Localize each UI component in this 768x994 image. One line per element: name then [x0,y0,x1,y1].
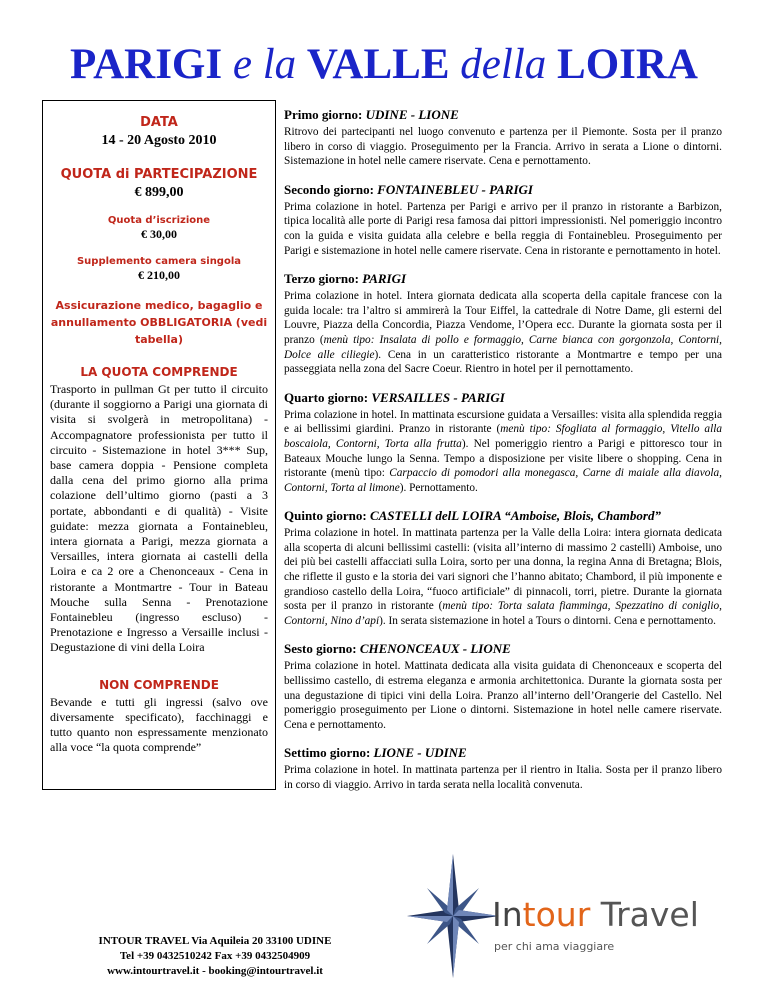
day-text-part: ). In serata sistemazione in hotel a Tours o dintorni. Cena e pernottamento. [379,614,716,627]
day-text-part: ). Cena in un caratteristico ristorante a Montmartre e tempo per una passeggiata nella zona del Sacre Coeur. Rientro in hotel per il pernottamento. [284,348,722,376]
itinerary [284,107,722,806]
day-6 [284,641,722,732]
day-destination: LIONE - UDINE [373,745,467,761]
agency-address: INTOUR TRAVEL Via Aquileia 20 33100 UDINE [98,935,332,947]
title-word-e-la: e la [222,41,307,88]
day-text-part: ). Pernottamento. [399,481,478,494]
day-menu: menù tipo: Sfogliata al formaggio, Vitello alla boscaiola, Contorni, Torta alla frutta [284,423,722,450]
day-text-part: Prima colazione in hotel. In mattinata escursione guidata a Versailles: visita alla splendida reggia e ai bellissimi giardini. Pranzo in ristorante ( [284,408,722,436]
singola-price: € 210,00 [138,268,180,282]
brand-tagline: per chi ama viaggiare [494,940,615,953]
day-menu: menù tipo: Insalata di pollo e formaggio, Carne bianca con gorgonzola, Contorni, Dolce alle ciliegie [284,333,722,361]
title-word-loira: LOIRA [557,41,698,88]
non-comprende-text: Bevande e tutti gli ingressi (salvo ove diversamente specificato), facchinaggi e tutto quanto non espressamente menzionato alla voce “la quota comprende” [50,694,268,755]
day-text-part: Prima colazione in hotel. Intera giornata dedicata alla scoperta della capitale francese con la guida locale: tra l’altro si ammirerà la Tour Eiffel, la cattedrale di Notre Dame, gli esterni del Louvre, Piazza della Concordia, Piazza Vendome, l’Opera ecc. Durante la giornata sosta per il pranzo ( [284,290,722,346]
iscrizione-heading: Quota d’iscrizione [107,215,211,226]
price-info-box [42,100,276,790]
comprende-heading: LA QUOTA COMPRENDE [80,365,238,379]
brand-travel: Travel [590,895,699,934]
brand-logo [492,897,699,933]
day-label: Secondo giorno: [284,181,378,197]
day-label: Terzo giorno: [284,271,363,287]
day-title [284,390,722,406]
quota-heading: QUOTA di PARTECIPAZIONE [60,167,258,182]
day-text-part: Prima colazione in hotel. In mattinata partenza per la Valle della Loira: intera giornata dedicata alla scoperta di alcuni bellissimi castelli: (visita all’interno di massimo 2 castelli) Amboise, uno dei più bei castelli affacciati sulla Loira, sorto per una donna, la regina Anna di Bretagna; Blois, che riflette il gusto e la storia dei vari signori che l’hanno abitato; Chambord, il più imponente e grandioso castello della Loira, “fuoco artificiale” di pinnacoli, torri, pietre. Durante la giornata sosta per il pranzo in ristorante ( [284,527,722,613]
day-menu: menù tipo: Torta salata fiamminga, Spezzatino di coniglio, Contorni, Nino d’api [284,600,723,627]
comprende-text: Trasporto in pullman Gt per tutto il circuito (durante il soggiorno a Parigi una giornata di visita si svolgerà in metropolitana) - Accompagnatore professionista per tutto il circuito - Sistemazione in hotel 3*** Sup, base camera doppia - Pensione completa dalla cena del primo giorno alla prima colazione dell’ultimo giorno (pasti a 3 portate, abbondanti e di qualità) - Visite guidate: mezza giornata a Fontainebleu, intera giornata a Parigi, mezza giornata a Versailles, intera giornata ai castelli della Loira e ca 2 ore a Chenonceaux - Cena in ristorante a Montmartre - Tour in Bateau Mouche sulla Senna - Prenotazione Fontainebleu (ingresso escluso) - Prenotazione e Ingresso a Versaille inclusi - Degustazione di vini della Loira [50,382,268,655]
day-description: Prima colazione in hotel. In mattinata partenza per il rientro in Italia. Sosta per il pranzo libero in corso di viaggio. Arrivo in tarda serata nella località convenuta. [284,764,722,791]
iscrizione-price: € 30,00 [141,227,177,241]
day-1 [284,107,722,169]
day-destination: FONTAINEBLEU - PARIGI [377,181,533,197]
day-label: Quarto giorno: [284,389,372,405]
day-destination: UDINE - LIONE [365,107,459,122]
day-destination: CASTELLI delL LOIRA “Amboise, Blois, Chambord” [369,508,661,524]
day-3 [284,271,722,377]
day-menu: Carpaccio di pomodori alla monegasca, Carne di maiale alla diavola, Contorni, Torta al limone [284,467,722,494]
day-description: Prima colazione in hotel. Mattinata dedicata alla visita guidata di Chenonceaux e scoperta del bellissimo castello, di estrema eleganza e armonia architettonica. Durante la giornata sosta per una degustazione di tipici vini della Loira. Pranzo all’interno dell’Orangerie del Castello. Nel pomeriggio proseguimento per Lione o dintorni. Sistemazione in hotel nelle camere riservate. Cena e pernottamento. [284,660,722,731]
title-word-valle: VALLE [306,41,450,88]
day-destination: CHENONCEAUX - LIONE [359,641,511,657]
brand-in: In [492,895,523,934]
day-label: Primo giorno: [284,107,366,122]
day-description: Ritrovo dei partecipanti nel luogo convenuto e partenza per il Piemonte. Sosta per il pranzo libero in corso di viaggio. Proseguimento per la Francia. Arrivo in serata a Lione o dintorni. Sistemazione in hotel nelle camere riservate. Cena e pernottamento. [284,126,722,168]
day-description [284,408,722,496]
title-word-della: della [449,41,558,88]
agency-phone: Tel +39 0432510242 Fax +39 0432504909 [119,950,311,962]
agency-contact [60,934,370,979]
day-title [284,182,722,198]
non-comprende-heading: NON COMPRENDE [99,677,219,692]
day-4 [284,390,722,496]
data-heading: DATA [140,115,178,130]
day-destination: PARIGI [362,271,407,287]
day-description [284,526,722,628]
title-word-parigi: PARIGI [70,41,223,88]
day-label: Settimo giorno: [284,745,374,761]
day-5 [284,508,722,628]
day-title [284,745,722,761]
brand-tour: tour [522,895,591,934]
day-title [284,508,722,524]
page-title [0,40,768,90]
day-2 [284,182,722,258]
day-description: Prima colazione in hotel. Partenza per Parigi e arrivo per il pranzo in ristorante a Barbizon, tipica località alle porte di Parigi resa famosa dai pittori impressionisti. Nel pomeriggio incontro con la guida e visita guidata alla celebre e bella reggia di Fontainebleu. Proseguimento per Parigi e sistemazione in hotel nelle camere riservate. Cena in ristorante e pernottamento in hotel. [284,200,722,257]
singola-heading: Supplemento camera singola [76,256,242,267]
day-text-part: ). Nel pomeriggio rientro a Parigi e pittoresco tour in Bateaux Mouche lungo la Senna. Tempo a disposizione per visite libere o shopping. Cena in ristorante (menù tipo: [284,437,722,480]
agency-web: www.intourtravel.it - booking@intourtravel.it [107,965,323,977]
quota-price: € 899,00 [134,185,184,200]
day-destination: VERSAILLES - PARIGI [371,389,505,405]
day-label: Quinto giorno: [284,508,370,524]
day-title [284,641,722,657]
day-description [284,289,722,377]
day-label: Sesto giorno: [284,641,360,657]
tour-dates: 14 - 20 Agosto 2010 [101,133,217,148]
day-7 [284,745,722,792]
day-title [284,107,722,123]
assicurazione-note: Assicurazione medico, bagaglio e annullamento OBBLIGATORIA (vedi tabella) [50,299,268,346]
day-title [284,271,722,287]
